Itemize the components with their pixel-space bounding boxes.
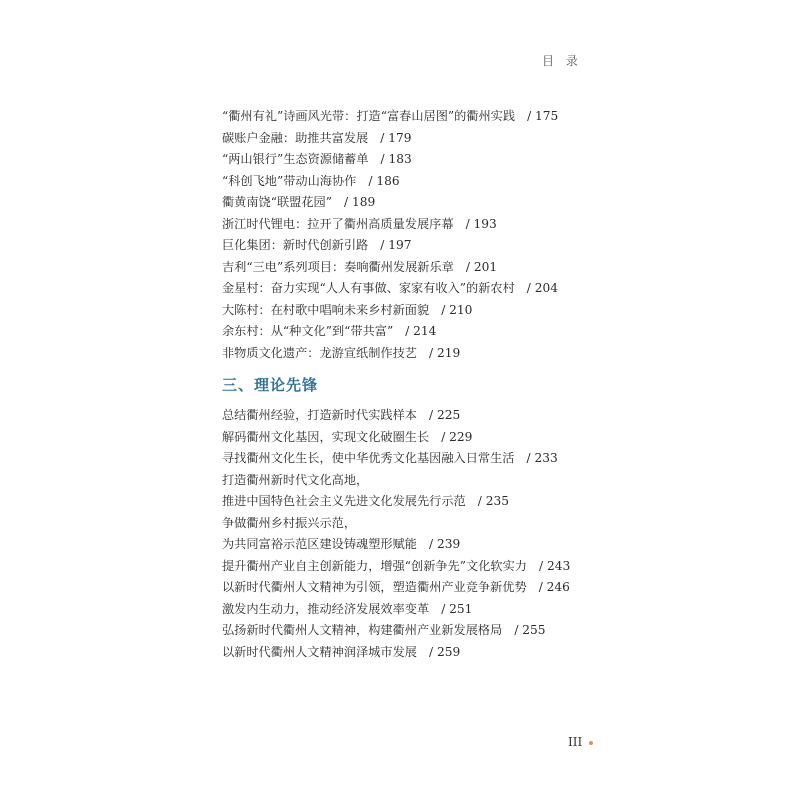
toc-entry[interactable] [222,235,642,257]
toc-entry-title: 为共同富裕示范区建设铸魂塑形赋能 [222,537,417,551]
toc-entry[interactable] [222,556,642,578]
toc-entry-page: / 251 [441,601,473,616]
toc-entry-page: / 239 [429,537,461,551]
toc-entry-title: “衢州有礼”诗画风光带：打造“富春山居图”的衢州实践 [222,109,516,123]
toc-list-part-three [222,405,642,663]
toc-entry-page: / 175 [527,109,559,123]
toc-entry[interactable] [222,620,642,642]
toc-entry[interactable] [222,513,642,535]
toc-entry-page: / 225 [429,408,461,422]
toc-entry[interactable] [222,257,642,279]
toc-entry[interactable] [222,321,642,343]
toc-entry-title: 浙江时代锂电：拉开了衢州高质量发展序幕 [222,216,454,231]
toc-entry-title: 吉利“三电”系列项目：奏响衢州发展新乐章 [222,259,454,274]
toc-entry-title: 提升衢州产业自主创新能力，增强“创新争先”文化软实力 [222,558,527,573]
toc-entry-title: 争做衢州乡村振兴示范， [222,515,357,530]
toc-entry-title: 非物质文化遗产：龙游宣纸制作技艺 [222,345,417,360]
toc-entry-title: 以新时代衢州人文精神为引领，塑造衢州产业竞争新优势 [222,580,527,594]
toc-entry-page: / 243 [538,558,571,573]
toc-entry-title: 弘扬新时代衢州人文精神，构建衢州产业新发展格局 [222,623,503,637]
toc-entry-title: 衢黄南饶“联盟花园” [222,195,332,209]
toc-entry[interactable] [222,577,642,599]
toc-entry-page: / 219 [429,345,461,360]
toc-entry-page: / 255 [514,623,546,637]
toc-entry-page: / 201 [465,259,498,274]
toc-entry-page: / 246 [538,580,570,594]
toc-entry-page: / 233 [526,451,558,465]
toc-entry[interactable] [222,642,642,664]
toc-entry-title: “科创飞地”带动山海协作 [222,173,357,188]
toc-entry-title: 金星村：奋力实现“人人有事做、家家有收入”的新农村 [222,281,515,295]
toc-entry[interactable] [222,427,642,449]
toc-entry-page: / 186 [368,173,400,188]
toc-entry-title: 解码衢州文化基因，实现文化破圈生长 [222,429,430,444]
toc-entry[interactable] [222,149,642,171]
toc-list-part-two [222,106,642,364]
toc-entry-page: / 229 [441,429,473,444]
toc-entry[interactable] [222,278,642,300]
toc-entry[interactable] [222,106,642,128]
toc-entry-title: “两山银行”生态资源储蓄单 [222,152,369,166]
toc-entry[interactable] [222,171,642,193]
toc-entry-title: 大陈村：在村歌中唱响未来乡村新面貌 [222,302,430,317]
toc-entry-title: 推进中国特色社会主义先进文化发展先行示范 [222,494,466,508]
toc-entry-page: / 197 [380,238,412,252]
toc-entry-title: 打造衢州新时代文化高地， [222,472,369,487]
toc-entry-page: / 183 [380,152,412,166]
toc-entry-page: / 210 [441,302,473,317]
toc-entry-page: / 214 [405,324,437,338]
toc-entry[interactable] [222,405,642,427]
toc-entry-title: 碳账户金融：助推共富发展 [222,130,369,145]
toc-entry[interactable] [222,534,642,556]
toc-entry-page: / 193 [465,216,497,231]
toc-entry-page: / 259 [429,644,461,659]
toc-entry[interactable] [222,343,642,365]
toc-entry-title: 激发内生动力，推动经济发展效率变革 [222,601,430,616]
page-number: III [568,735,583,749]
toc-entry-title: 总结衢州经验，打造新时代实践样本 [222,408,417,422]
toc-entry[interactable] [222,599,642,621]
toc-entry[interactable] [222,128,642,150]
toc-entry[interactable] [222,448,642,470]
toc-entry-page: / 189 [343,195,376,209]
running-head: 目 录 [542,54,582,68]
toc-entry-title: 余东村：从“种文化”到“带共富” [222,324,394,338]
toc-entry[interactable] [222,300,642,322]
toc-entry[interactable] [222,491,642,513]
toc-entry[interactable] [222,192,642,214]
toc-entry-page: / 235 [477,494,509,508]
toc-entry[interactable] [222,470,642,492]
toc-entry-page: / 204 [526,281,559,295]
toc-entry-title: 以新时代衢州人文精神润泽城市发展 [222,644,417,659]
toc-entry-page: / 179 [380,130,412,145]
folio-dot-ornament [589,741,593,745]
toc-entry-title: 寻找衢州文化生长，使中华优秀文化基因融入日常生活 [222,451,515,465]
toc-entry-title: 巨化集团：新时代创新引路 [222,238,369,252]
section-heading: 三、理论先锋 [222,376,319,394]
toc-entry[interactable] [222,214,642,236]
